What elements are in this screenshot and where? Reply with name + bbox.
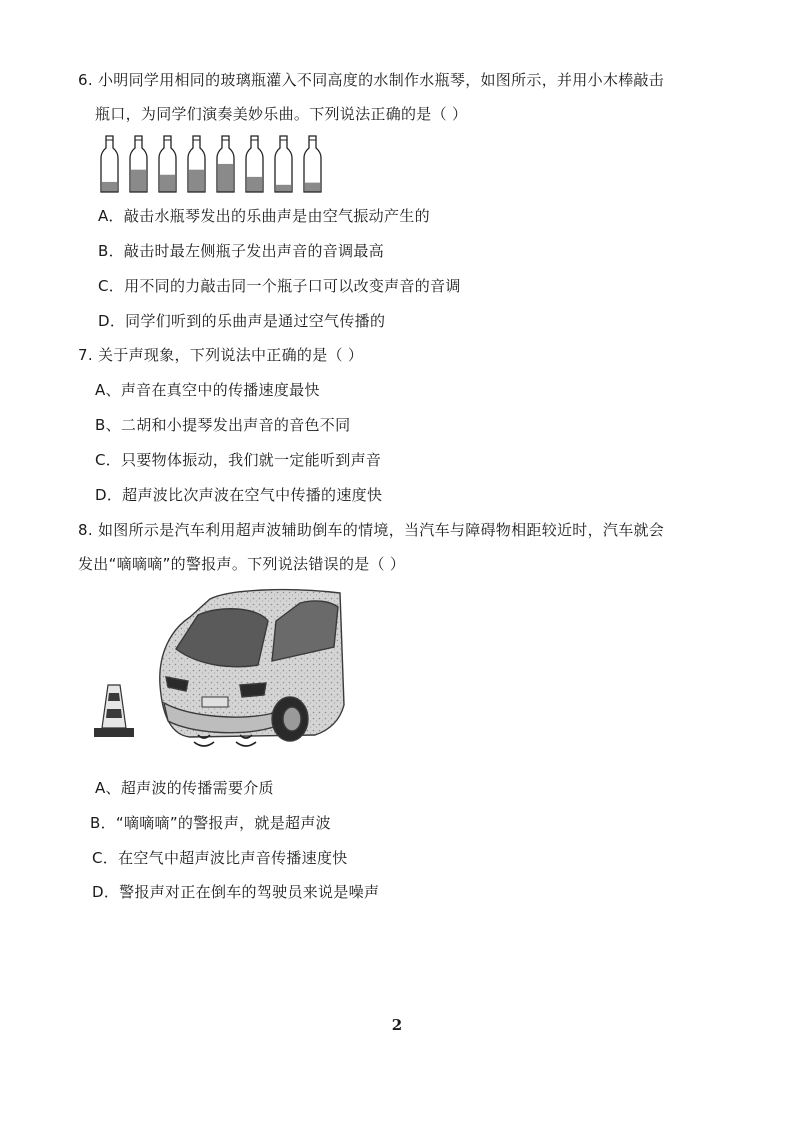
question-6-option-a: A．敲击水瓶琴发出的乐曲声是由空气振动产生的 (98, 207, 430, 225)
bottle-icon (275, 136, 292, 192)
question-7-option-c: C．只要物体振动，我们就一定能听到声音 (95, 451, 382, 469)
question-8-stem-line2: 发出“嘀嘀嘀”的警报声。下列说法错误的是（ ） (78, 555, 406, 573)
traffic-cone-icon (94, 685, 134, 737)
question-7-option-a: A、声音在真空中的传播速度最快 (95, 381, 320, 399)
question-7-number: 7. (78, 346, 93, 364)
question-7-stem-text: 关于声现象，下列说法中正确的是（ ） (98, 346, 364, 364)
bottle-water-level (247, 177, 262, 192)
bottles-figure (92, 134, 322, 194)
question-8-option-a: A、超声波的传播需要介质 (95, 779, 274, 797)
question-6-stem-line1 (78, 70, 664, 90)
question-8-option-c: C．在空气中超声波比声音传播速度快 (92, 849, 348, 867)
bottle-icon (159, 136, 176, 192)
bottle-water-level (102, 182, 117, 192)
bottle-icon (130, 136, 147, 192)
bottle-water-level (131, 170, 146, 192)
page-number: 2 (391, 1016, 403, 1034)
question-6-option-b: B．敲击时最左侧瓶子发出声音的音调最高 (98, 242, 384, 260)
reversing-car-figure (90, 585, 350, 765)
bottle-water-level (160, 175, 175, 192)
question-6-number: 6. (78, 71, 93, 89)
question-6-stem-text: 小明同学用相同的玻璃瓶灌入不同高度的水制作水瓶琴，如图所示，并用小木棒敲击 (98, 71, 665, 89)
question-8-stem-line1 (78, 520, 664, 540)
bottle-water-level (276, 185, 291, 192)
question-8-number: 8. (78, 521, 93, 539)
bottle-outline (275, 136, 292, 192)
question-8-stem-text: 如图所示是汽车利用超声波辅助倒车的情境，当汽车与障碍物相距较近时，汽车就会 (98, 521, 665, 539)
bottle-water-level (218, 164, 233, 192)
question-8-option-b: B．“嘀嘀嘀”的警报声，就是超声波 (90, 814, 331, 832)
car-icon (160, 590, 344, 741)
question-7-option-b: B、二胡和小提琴发出声音的音色不同 (95, 416, 351, 434)
bottle-icon (304, 136, 321, 192)
question-6-stem-line2: 瓶口，为同学们演奏美妙乐曲。下列说法正确的是（ ） (95, 105, 468, 123)
question-7-stem (78, 345, 363, 365)
bottle-water-level (305, 183, 320, 192)
bottle-water-level (189, 170, 204, 192)
bottle-icon (246, 136, 263, 192)
question-6-option-c: C．用不同的力敲击同一个瓶子口可以改变声音的音调 (98, 277, 461, 295)
question-7-option-d: D．超声波比次声波在空气中传播的速度快 (95, 486, 383, 504)
bottle-icon (188, 136, 205, 192)
question-8-option-d: D．警报声对正在倒车的驾驶员来说是噪声 (92, 883, 380, 901)
question-6-option-d: D．同学们听到的乐曲声是通过空气传播的 (98, 312, 386, 330)
bottle-icon (217, 136, 234, 192)
bottle-icon (101, 136, 118, 192)
